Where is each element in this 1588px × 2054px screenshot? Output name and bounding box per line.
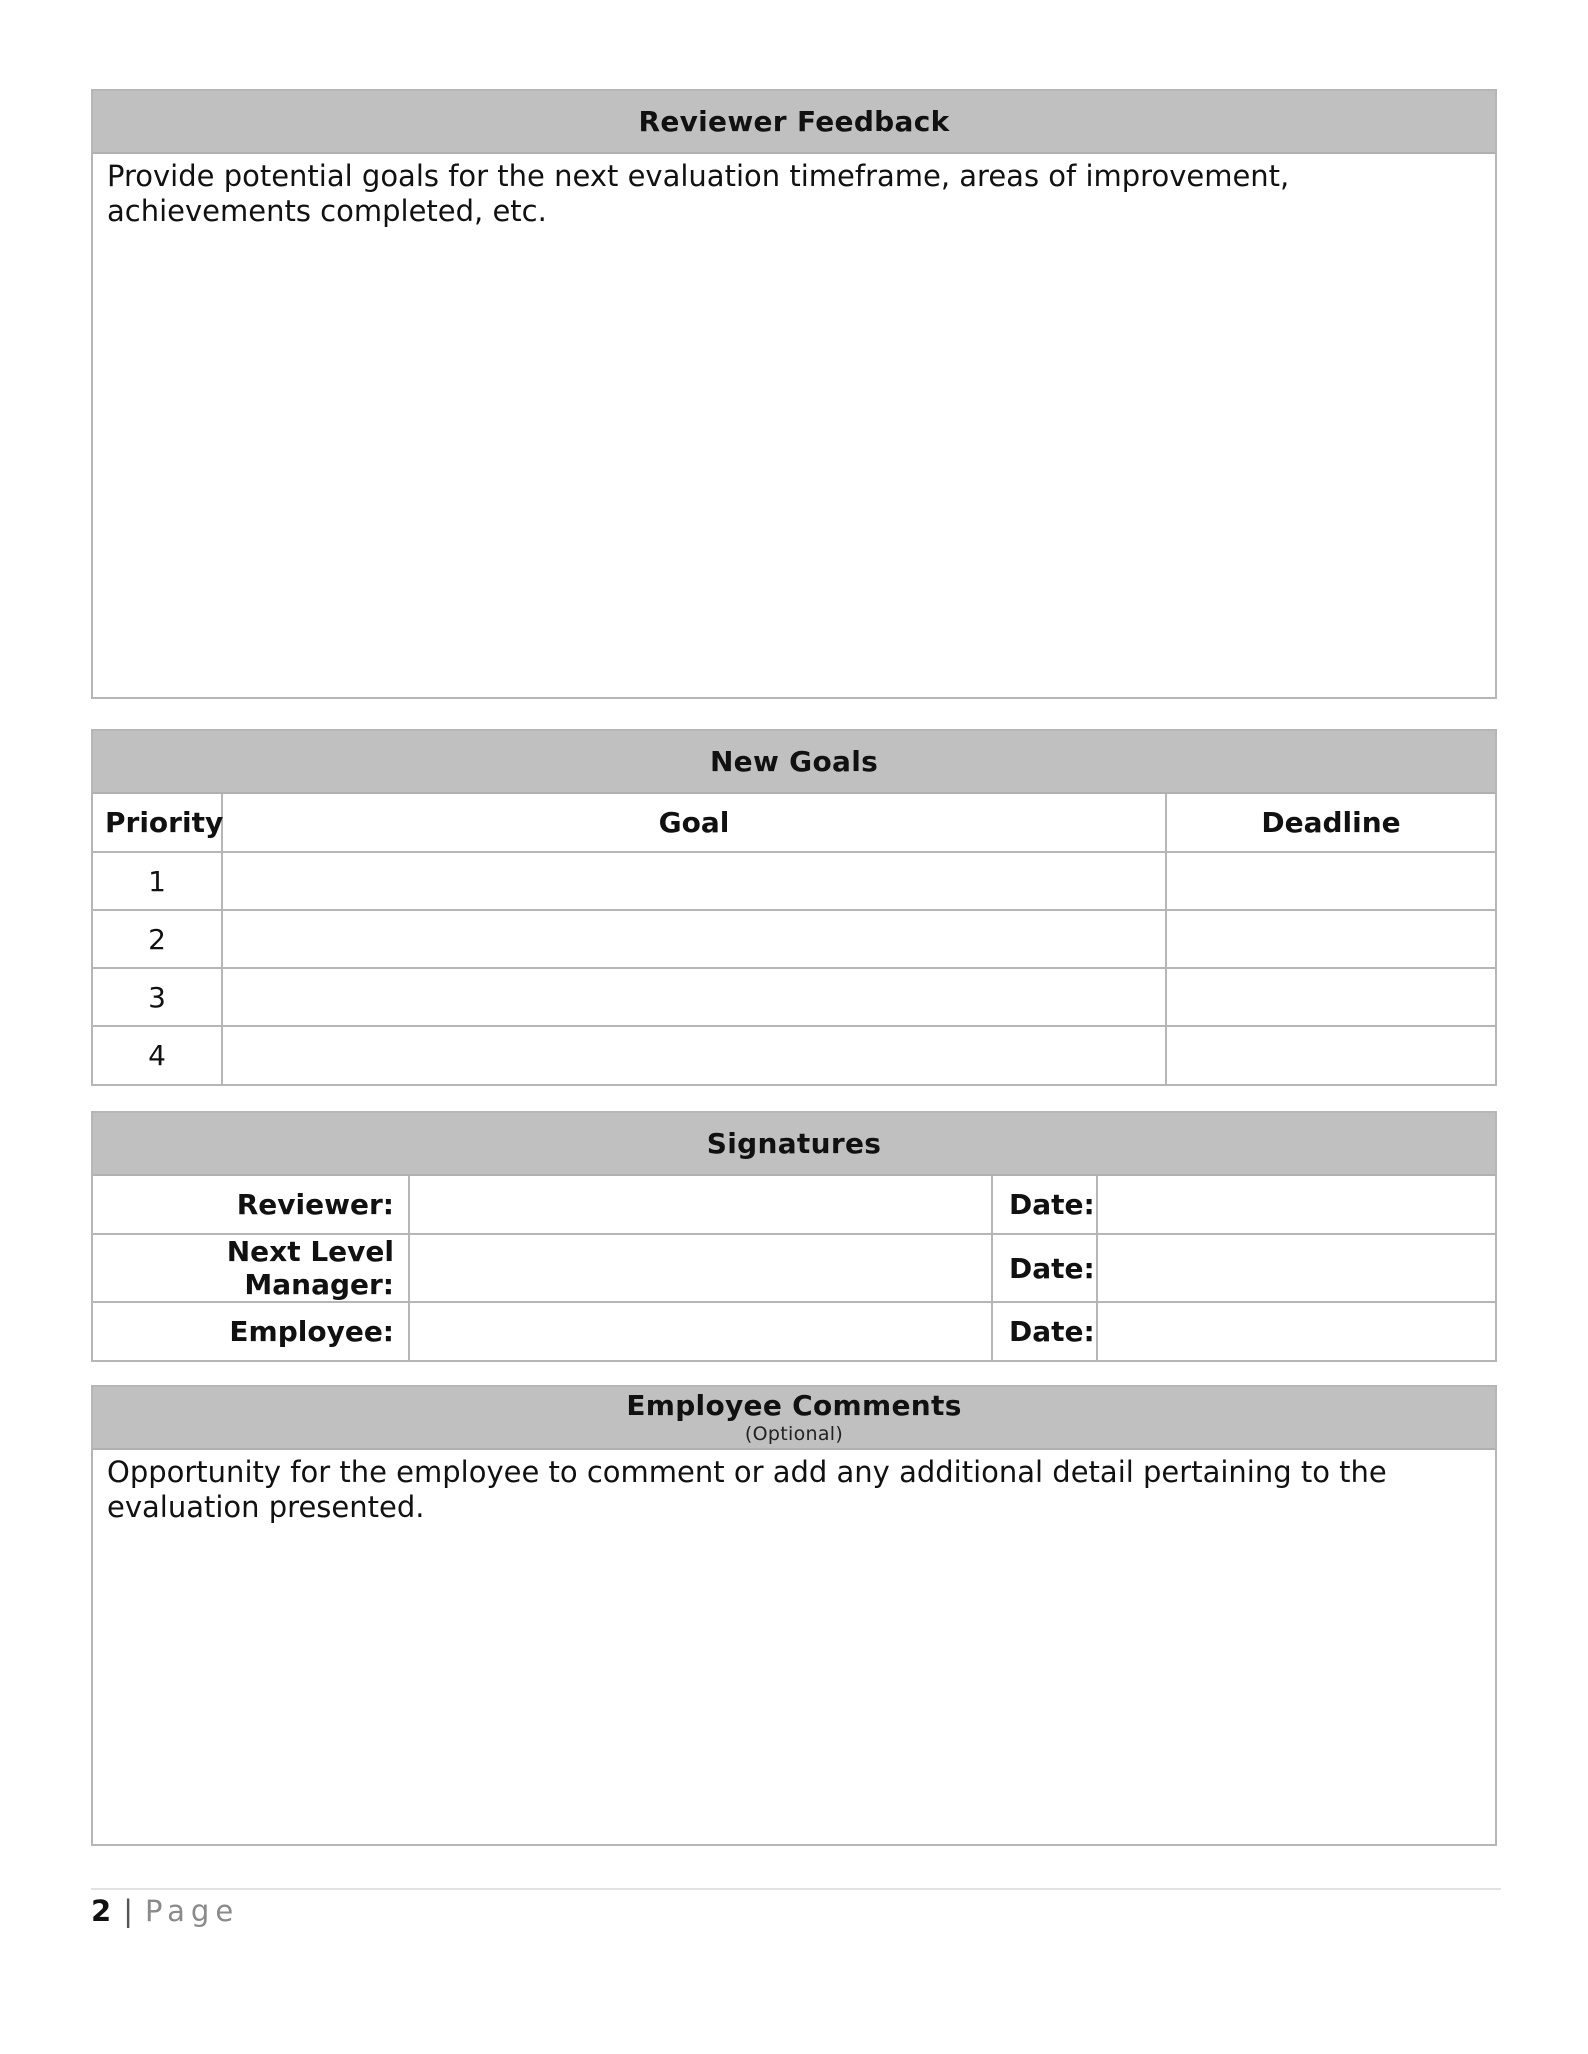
priority-cell: 4 [93, 1026, 222, 1084]
signatures-header [93, 1113, 1495, 1176]
signature-row-employee [93, 1302, 1495, 1360]
employee-date-field[interactable] [1097, 1302, 1495, 1360]
deadline-column-header: Deadline [1166, 794, 1495, 852]
page-footer [91, 1894, 239, 1928]
footer-divider [91, 1888, 1501, 1890]
deadline-field[interactable] [1166, 968, 1495, 1026]
signatures-table [93, 1176, 1495, 1360]
new-goals-header [93, 731, 1495, 794]
employee-comments-header [93, 1387, 1495, 1450]
new-goals-title: New Goals [709, 745, 879, 778]
footer-separator: | [123, 1894, 133, 1928]
date-label: Date: [992, 1176, 1097, 1234]
signatures-section [91, 1111, 1497, 1362]
goal-field[interactable] [222, 910, 1166, 968]
next-level-manager-label: Next Level Manager: [93, 1234, 409, 1302]
priority-cell: 1 [93, 852, 222, 910]
signature-row-reviewer [93, 1176, 1495, 1234]
reviewer-feedback-header [93, 91, 1495, 154]
employee-signature-field[interactable] [409, 1302, 992, 1360]
date-label: Date: [992, 1234, 1097, 1302]
reviewer-signature-field[interactable] [409, 1176, 992, 1234]
employee-comments-instructions: Opportunity for the employee to comment or add any additional detail pertaining to the evaluation presented. [107, 1455, 1387, 1524]
next-level-manager-signature-field[interactable] [409, 1234, 992, 1302]
table-row [93, 852, 1495, 910]
table-row [93, 1026, 1495, 1084]
deadline-field[interactable] [1166, 910, 1495, 968]
date-label: Date: [992, 1302, 1097, 1360]
priority-cell: 2 [93, 910, 222, 968]
reviewer-feedback-section [91, 89, 1497, 699]
signatures-title: Signatures [706, 1127, 882, 1160]
deadline-field[interactable] [1166, 1026, 1495, 1084]
deadline-field[interactable] [1166, 852, 1495, 910]
priority-column-header: Priority [93, 794, 222, 852]
signature-row-next-level-manager [93, 1234, 1495, 1302]
employee-comments-subtitle: (Optional) [744, 1422, 844, 1445]
goal-field[interactable] [222, 1026, 1166, 1084]
reviewer-label: Reviewer: [93, 1176, 409, 1234]
reviewer-feedback-instructions: Provide potential goals for the next evaluation timeframe, areas of improvement, achievements completed, etc. [107, 159, 1290, 228]
new-goals-section [91, 729, 1497, 1086]
goal-field[interactable] [222, 968, 1166, 1026]
table-row [93, 910, 1495, 968]
goal-field[interactable] [222, 852, 1166, 910]
priority-cell: 3 [93, 968, 222, 1026]
goal-column-header: Goal [222, 794, 1166, 852]
employee-label: Employee: [93, 1302, 409, 1360]
employee-comments-title: Employee Comments [626, 1388, 962, 1422]
new-goals-table [93, 794, 1495, 1084]
reviewer-feedback-title: Reviewer Feedback [638, 105, 950, 138]
next-level-manager-date-field[interactable] [1097, 1234, 1495, 1302]
table-header-row [93, 794, 1495, 852]
page-number: 2 [91, 1894, 112, 1928]
page-label: Page [144, 1894, 240, 1928]
table-row [93, 968, 1495, 1026]
employee-comments-field[interactable] [93, 1450, 1495, 1525]
reviewer-date-field[interactable] [1097, 1176, 1495, 1234]
employee-comments-section [91, 1385, 1497, 1846]
reviewer-feedback-field[interactable] [93, 154, 1495, 229]
